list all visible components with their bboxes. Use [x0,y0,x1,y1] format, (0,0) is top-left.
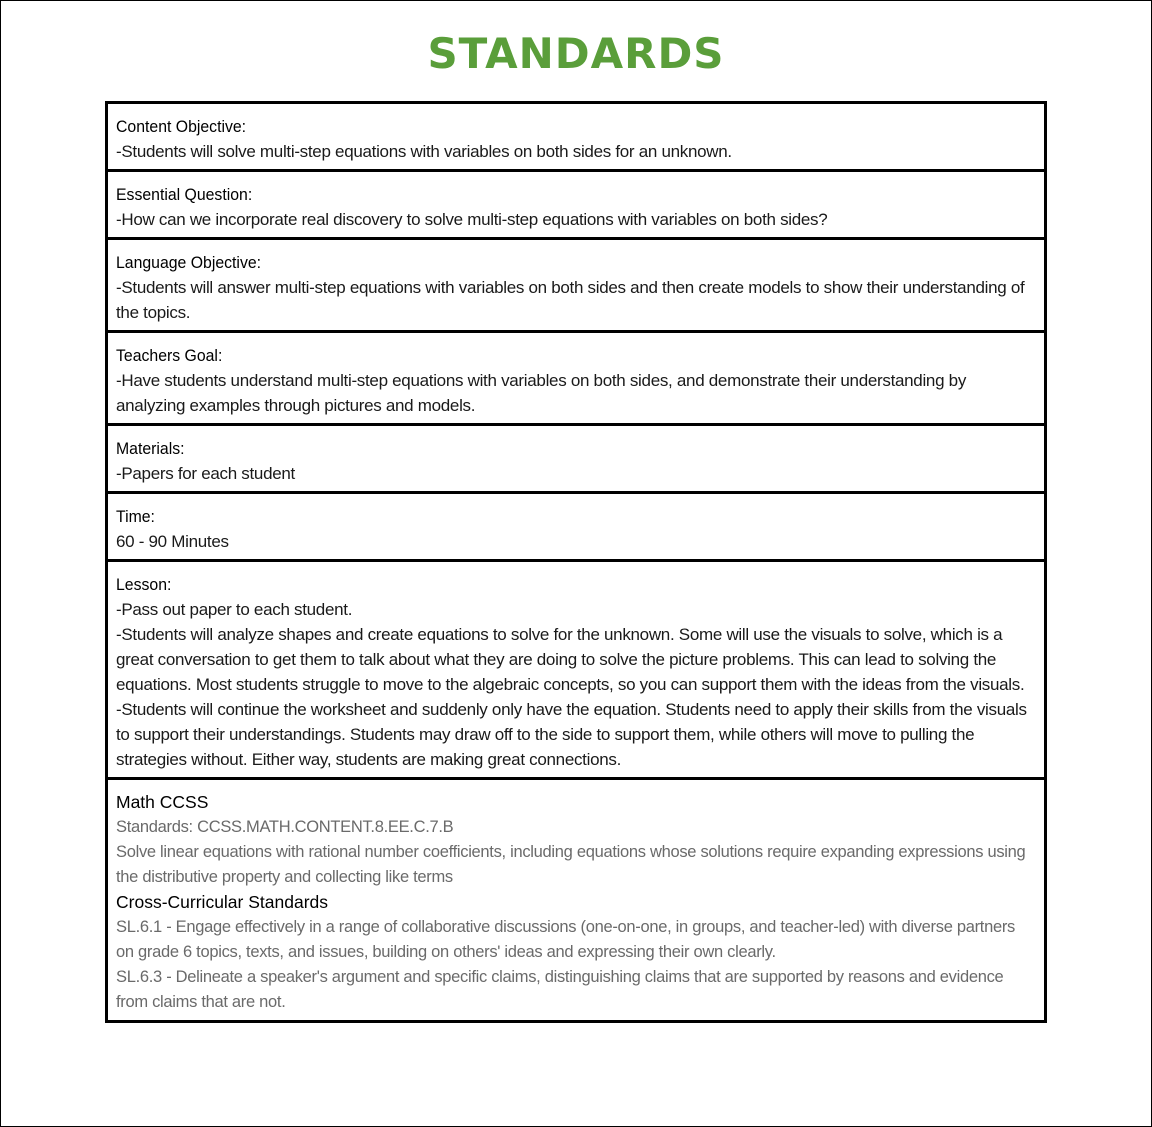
standards-row [108,780,1044,1020]
language-objective-label: Language Objective: [116,253,262,272]
content-objective-row [108,104,1044,172]
content-objective-text: -Students will solve multi-step equations with variables on both sides for an unknown. [116,142,732,161]
time-row [108,494,1044,562]
lesson-step-1: -Pass out paper to each student. [116,600,353,619]
time-label: Time: [116,507,155,526]
math-standard-code: Standards: CCSS.MATH.CONTENT.8.EE.C.7.B [116,818,454,836]
essential-question-text: -How can we incorporate real discovery to solve multi-step equations with variables on both sides? [116,210,828,229]
standards-table [105,101,1047,1023]
time-text: 60 - 90 Minutes [116,532,229,551]
sl-6-1-standard: SL.6.1 - Engage effectively in a range of collaborative discussions (one-on-one, in groups, and teacher-led) with diverse partners on grade 6 topics, texts, and issues, building on others' ideas and expressing their own clearly. [116,918,1015,961]
math-standard-description: Solve linear equations with rational number coefficients, including equations whose solutions require expanding expressions using the distributive property and collecting like terms [116,843,1026,886]
lesson-step-3: -Students will continue the worksheet and suddenly only have the equation. Students need to apply their skills from the visuals to support their understandings. Students may draw off to the side to support them, while others will move to pulling the strategies without. Either way, students are making great connections. [116,700,1027,769]
materials-label: Materials: [116,439,185,458]
essential-question-row [108,172,1044,240]
sl-6-3-standard: SL.6.3 - Delineate a speaker's argument and specific claims, distinguishing claims that are supported by reasons and evidence from claims that are not. [116,968,1004,1011]
essential-question-label: Essential Question: [116,185,253,204]
language-objective-text: -Students will answer multi-step equations with variables on both sides and then create models to show their understanding of the topics. [116,278,1025,322]
teachers-goal-text: -Have students understand multi-step equations with variables on both sides, and demonstrate their understanding by analyzing examples through pictures and models. [116,371,967,415]
lesson-row [108,562,1044,780]
language-objective-row [108,240,1044,333]
math-ccss-heading: Math CCSS [116,792,209,812]
page-title: STANDARDS [427,29,725,78]
lesson-label: Lesson: [116,575,172,594]
teachers-goal-row [108,333,1044,426]
teachers-goal-label: Teachers Goal: [116,346,223,365]
lesson-step-2: -Students will analyze shapes and create equations to solve for the unknown. Some will use the visuals to solve, which is a great conversation to get them to talk about what they are doing to solve the picture problems. This can lead to solving the equations. Most students struggle to move to the algebraic concepts, so you can support them with the ideas from the visuals. [116,625,1025,694]
materials-text: -Papers for each student [116,464,295,483]
content-objective-label: Content Objective: [116,117,247,136]
cross-curricular-heading: Cross-Curricular Standards [116,892,329,912]
materials-row [108,426,1044,494]
